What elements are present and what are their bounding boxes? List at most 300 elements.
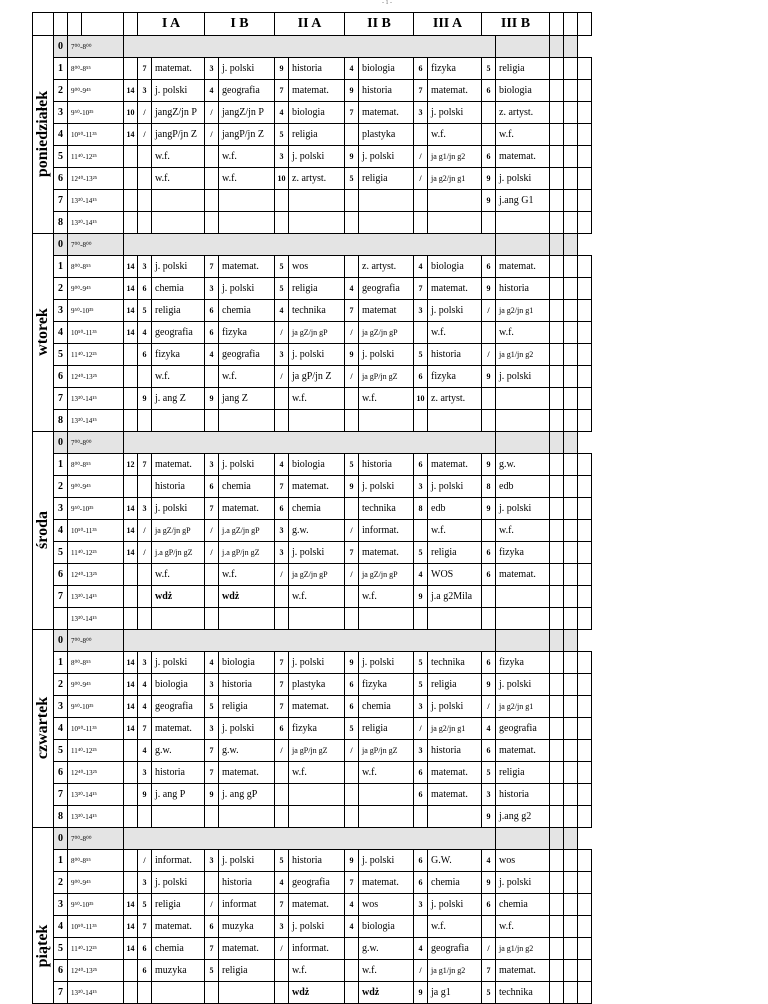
subject-cell: biologia — [289, 102, 345, 124]
subject-cell: matemat. — [219, 762, 275, 784]
header-row — [33, 13, 592, 36]
lesson-row — [33, 916, 592, 938]
subject-cell — [428, 608, 482, 630]
room-number: 6 — [138, 938, 152, 960]
room-number: 6 — [482, 542, 496, 564]
lesson-time: 12⁴⁰-13²⁵ — [68, 168, 124, 190]
room-number — [124, 960, 138, 982]
subject-cell: ja gZ/jn gP — [289, 322, 345, 344]
lesson-row — [33, 564, 592, 586]
subject-cell: ja gP/jn gZ — [359, 366, 414, 388]
day-name: czwartek — [34, 696, 51, 759]
lesson-number: 2 — [54, 476, 68, 498]
edge-cell — [550, 894, 564, 916]
room-number: / — [138, 520, 152, 542]
edge-cell — [578, 410, 592, 432]
lesson-number: 0 — [54, 828, 68, 850]
subject-cell: g.w. — [289, 520, 345, 542]
subject-cell: matemat. — [359, 542, 414, 564]
room-number — [138, 982, 152, 1004]
subject-cell: technika — [289, 300, 345, 322]
room-number — [138, 168, 152, 190]
subject-cell: biologia — [496, 80, 550, 102]
subject-cell: chemia — [152, 938, 205, 960]
room-number: 4 — [345, 916, 359, 938]
subject-cell: plastyka — [289, 674, 345, 696]
subject-cell: biologia — [289, 454, 345, 476]
lesson-row — [33, 652, 592, 674]
subject-cell: matemat. — [496, 256, 550, 278]
lesson-number: 0 — [54, 36, 68, 58]
room-number — [482, 586, 496, 608]
subject-cell: j. polski — [289, 344, 345, 366]
room-number — [482, 212, 496, 234]
lesson-number: 4 — [54, 124, 68, 146]
room-number: / — [138, 542, 152, 564]
subject-cell: j. polski — [428, 102, 482, 124]
subject-cell — [428, 190, 482, 212]
room-number: 9 — [275, 58, 289, 80]
room-number: / — [345, 366, 359, 388]
subject-cell: biologia — [428, 256, 482, 278]
lesson-number: 0 — [54, 234, 68, 256]
room-number — [345, 410, 359, 432]
subject-cell: matemat. — [428, 454, 482, 476]
edge-cell — [564, 982, 578, 1004]
lesson-row — [33, 476, 592, 498]
subject-cell: j. polski — [289, 916, 345, 938]
room-number: 9 — [345, 850, 359, 872]
room-number: 9 — [482, 806, 496, 828]
room-number: 9 — [482, 278, 496, 300]
lesson-number: 7 — [54, 388, 68, 410]
lesson-row — [33, 256, 592, 278]
edge-cell — [550, 36, 564, 58]
edge-cell — [578, 476, 592, 498]
lesson-number: 4 — [54, 718, 68, 740]
subject-cell — [359, 608, 414, 630]
lesson-row — [33, 344, 592, 366]
edge-cell — [564, 58, 578, 80]
subject-cell: matemat. — [496, 740, 550, 762]
day-name: piątek — [34, 924, 51, 968]
corner-cell — [33, 13, 54, 36]
room-number: / — [275, 322, 289, 344]
lesson-row — [33, 454, 592, 476]
room-number — [275, 784, 289, 806]
lesson-time: 13³⁰-14¹⁵ — [68, 410, 124, 432]
subject-cell: ja gP/jn gZ — [289, 740, 345, 762]
edge-cell — [550, 828, 564, 850]
room-number: 7 — [414, 278, 428, 300]
room-number — [414, 608, 428, 630]
lesson-row — [33, 190, 592, 212]
edge-cell — [564, 630, 578, 652]
lesson-number: 8 — [54, 806, 68, 828]
class-header: II A — [275, 13, 345, 36]
lesson-number: 3 — [54, 498, 68, 520]
lesson-time: 10⁵⁰-11³⁵ — [68, 718, 124, 740]
room-number: 6 — [205, 916, 219, 938]
subject-cell: religia — [152, 894, 205, 916]
room-number: 4 — [138, 322, 152, 344]
subject-cell: matemat. — [152, 916, 205, 938]
room-number: 6 — [414, 872, 428, 894]
day-label — [33, 234, 54, 432]
room-number — [275, 982, 289, 1004]
room-number: 14 — [124, 696, 138, 718]
lesson-row — [33, 740, 592, 762]
room-number: / — [275, 938, 289, 960]
edge-cell — [564, 234, 578, 256]
room-number — [482, 916, 496, 938]
room-number — [124, 608, 138, 630]
subject-cell: w.f. — [428, 520, 482, 542]
subject-cell: geografia — [152, 322, 205, 344]
edge-cell — [550, 432, 564, 454]
edge-cell — [578, 696, 592, 718]
room-number — [124, 58, 138, 80]
room-number: / — [205, 124, 219, 146]
room-number — [345, 212, 359, 234]
room-number: 3 — [138, 762, 152, 784]
edge-cell — [550, 498, 564, 520]
room-number: 4 — [138, 674, 152, 696]
room-number — [124, 190, 138, 212]
room-number — [138, 608, 152, 630]
room-number: 7 — [205, 256, 219, 278]
subject-cell — [219, 608, 275, 630]
lesson-row — [33, 784, 592, 806]
edge-cell — [578, 564, 592, 586]
subject-cell: wos — [496, 850, 550, 872]
edge-cell — [550, 58, 564, 80]
room-number: 3 — [205, 718, 219, 740]
lesson-number: 0 — [54, 432, 68, 454]
room-number: 6 — [414, 454, 428, 476]
room-number — [482, 322, 496, 344]
room-number — [124, 344, 138, 366]
room-number: 5 — [482, 762, 496, 784]
edge-cell — [578, 498, 592, 520]
subject-cell: j.a gZ/jn gP — [219, 520, 275, 542]
room-number: 3 — [275, 146, 289, 168]
room-number: 3 — [275, 916, 289, 938]
edge-cell — [578, 982, 592, 1004]
room-number: / — [482, 344, 496, 366]
room-number: 5 — [482, 982, 496, 1004]
room-number — [124, 872, 138, 894]
room-number: 9 — [205, 388, 219, 410]
lesson-time: 8⁰⁰-8⁵⁵ — [68, 652, 124, 674]
edge-cell — [578, 806, 592, 828]
subject-cell: g.w. — [152, 740, 205, 762]
subject-cell: w.f. — [359, 586, 414, 608]
edge-cell — [564, 388, 578, 410]
lesson-number: 2 — [54, 872, 68, 894]
edge-cell — [550, 564, 564, 586]
room-number: 3 — [482, 784, 496, 806]
class-header: II B — [345, 13, 414, 36]
room-number — [414, 916, 428, 938]
edge-cell — [550, 366, 564, 388]
room-number: 4 — [275, 872, 289, 894]
subject-cell: fizyka — [496, 652, 550, 674]
corner-cell — [68, 13, 82, 36]
subject-cell: w.f. — [289, 586, 345, 608]
subject-cell: edb — [428, 498, 482, 520]
edge-cell — [578, 894, 592, 916]
subject-cell: g.w. — [496, 454, 550, 476]
corner-cell — [54, 13, 68, 36]
edge-cell — [578, 322, 592, 344]
edge-cell — [564, 454, 578, 476]
subject-cell: w.f. — [152, 366, 205, 388]
subject-cell: z. artyst. — [359, 256, 414, 278]
subject-cell: wdż — [359, 982, 414, 1004]
edge-cell — [550, 190, 564, 212]
lesson-time: 9⁵⁰-10³⁵ — [68, 894, 124, 916]
lesson-number: 6 — [54, 168, 68, 190]
edge-cell — [564, 762, 578, 784]
room-number: 14 — [124, 300, 138, 322]
edge-cell — [578, 652, 592, 674]
edge-cell — [578, 542, 592, 564]
lesson-number: 3 — [54, 102, 68, 124]
subject-cell: biologia — [359, 916, 414, 938]
subject-cell: geografia — [289, 872, 345, 894]
room-number: 3 — [205, 58, 219, 80]
lesson-number: 3 — [54, 894, 68, 916]
lesson-row — [33, 102, 592, 124]
room-number — [124, 740, 138, 762]
edge-cell — [550, 630, 564, 652]
lesson-number: 6 — [54, 366, 68, 388]
room-number: 3 — [205, 850, 219, 872]
room-number — [275, 212, 289, 234]
subject-cell: w.f. — [359, 762, 414, 784]
lesson-time: 9⁵⁰-10³⁵ — [68, 498, 124, 520]
room-number — [275, 608, 289, 630]
edge-cell — [564, 190, 578, 212]
room-number: 9 — [138, 388, 152, 410]
room-number: 5 — [275, 124, 289, 146]
edge-cell — [564, 740, 578, 762]
lesson-number: 5 — [54, 344, 68, 366]
edge-cell — [564, 872, 578, 894]
edge-cell — [550, 762, 564, 784]
room-number — [124, 410, 138, 432]
subject-cell: historia — [152, 476, 205, 498]
room-number — [138, 806, 152, 828]
edge-cell — [578, 586, 592, 608]
room-number: 8 — [414, 498, 428, 520]
edge-cell — [564, 278, 578, 300]
day-label — [33, 630, 54, 828]
room-number: 7 — [345, 102, 359, 124]
edge-cell — [578, 146, 592, 168]
subject-cell: ja gP/jn gZ — [359, 740, 414, 762]
room-number: 5 — [482, 58, 496, 80]
lesson-time: 8⁰⁰-8⁵⁵ — [68, 256, 124, 278]
edge-cell — [550, 938, 564, 960]
subject-cell: w.f. — [359, 960, 414, 982]
lesson-time: 7⁰⁰-8⁰⁰ — [68, 828, 124, 850]
subject-cell: biologia — [359, 58, 414, 80]
room-number: 7 — [138, 718, 152, 740]
edge-cell — [550, 850, 564, 872]
room-number: 12 — [124, 454, 138, 476]
room-number: / — [275, 740, 289, 762]
room-number: 5 — [414, 652, 428, 674]
room-number — [124, 784, 138, 806]
lesson-time: 12⁴⁰-13²⁵ — [68, 564, 124, 586]
room-number — [138, 146, 152, 168]
room-number: 14 — [124, 322, 138, 344]
room-number — [414, 520, 428, 542]
room-number — [345, 762, 359, 784]
subject-cell: j. polski — [359, 146, 414, 168]
room-number: 4 — [275, 102, 289, 124]
room-number: 6 — [482, 256, 496, 278]
lesson-time: 7⁰⁰-8⁰⁰ — [68, 36, 124, 58]
lesson-time: 12⁴⁰-13²⁵ — [68, 960, 124, 982]
room-number — [482, 608, 496, 630]
subject-cell: matemat. — [359, 872, 414, 894]
subject-cell: ja gP/jn Z — [289, 366, 345, 388]
lesson-row — [33, 520, 592, 542]
subject-cell: muzyka — [152, 960, 205, 982]
room-number: 3 — [205, 454, 219, 476]
subject-cell — [428, 212, 482, 234]
room-number: 14 — [124, 938, 138, 960]
subject-cell — [496, 586, 550, 608]
room-number — [138, 190, 152, 212]
subject-cell: j. polski — [496, 366, 550, 388]
edge-cell — [578, 850, 592, 872]
lesson-time: 13³⁰-14¹⁵ — [68, 212, 124, 234]
edge-cell — [550, 146, 564, 168]
subject-cell: w.f. — [496, 322, 550, 344]
subject-cell: fizyka — [289, 718, 345, 740]
subject-cell: ja g2/jn g1 — [428, 718, 482, 740]
subject-cell: chemia — [219, 476, 275, 498]
subject-cell — [152, 190, 205, 212]
edge-cell — [550, 80, 564, 102]
lesson-number: 7 — [54, 586, 68, 608]
edge-cell — [564, 124, 578, 146]
lesson-row — [33, 960, 592, 982]
room-number — [124, 806, 138, 828]
room-number: / — [414, 146, 428, 168]
day-label — [33, 36, 54, 234]
subject-cell: j. ang gP — [219, 784, 275, 806]
room-number — [138, 586, 152, 608]
edge-cell — [564, 498, 578, 520]
subject-cell: G.W. — [428, 850, 482, 872]
subject-cell — [152, 982, 205, 1004]
room-number: 6 — [414, 58, 428, 80]
subject-cell — [289, 212, 345, 234]
subject-cell — [496, 388, 550, 410]
subject-cell: wdż — [219, 586, 275, 608]
subject-cell: ja gZ/jn gP — [359, 564, 414, 586]
lesson-row — [33, 872, 592, 894]
edge-cell — [564, 80, 578, 102]
subject-cell: w.f. — [428, 322, 482, 344]
room-number: 4 — [414, 564, 428, 586]
room-number — [345, 982, 359, 1004]
room-number — [124, 586, 138, 608]
edge-cell — [578, 740, 592, 762]
subject-cell — [152, 806, 205, 828]
room-number: 10 — [414, 388, 428, 410]
lesson-number: 7 — [54, 784, 68, 806]
room-number: 6 — [205, 300, 219, 322]
room-number: 10 — [275, 168, 289, 190]
room-number: / — [138, 124, 152, 146]
room-number: 3 — [414, 300, 428, 322]
edge-cell — [550, 872, 564, 894]
edge-cell — [578, 388, 592, 410]
lesson-row — [33, 718, 592, 740]
edge-cell — [578, 13, 592, 36]
subject-cell: w.f. — [428, 124, 482, 146]
room-number: 9 — [414, 586, 428, 608]
room-number: 9 — [345, 80, 359, 102]
lesson-row — [33, 894, 592, 916]
edge-cell — [564, 212, 578, 234]
room-number — [124, 476, 138, 498]
lesson-row-zero — [33, 36, 592, 58]
lesson-number: 5 — [54, 740, 68, 762]
room-number: 3 — [138, 256, 152, 278]
edge-cell — [550, 542, 564, 564]
room-number: 7 — [205, 498, 219, 520]
lesson-time: 13³⁰-14¹⁵ — [68, 982, 124, 1004]
lesson-row — [33, 212, 592, 234]
lesson-time: 7⁰⁰-8⁰⁰ — [68, 234, 124, 256]
edge-cell — [564, 564, 578, 586]
subject-cell: jangZ/jn P — [219, 102, 275, 124]
corner-cell — [124, 13, 138, 36]
subject-cell: wdż — [152, 586, 205, 608]
room-number: 9 — [482, 190, 496, 212]
edge-cell — [578, 872, 592, 894]
room-number — [482, 388, 496, 410]
edge-cell — [578, 366, 592, 388]
lesson-time: 10⁵⁰-11³⁵ — [68, 124, 124, 146]
subject-cell: w.f. — [289, 960, 345, 982]
subject-cell: j. polski — [219, 850, 275, 872]
subject-cell: chemia — [428, 872, 482, 894]
subject-cell: j. ang P — [152, 784, 205, 806]
room-number: 14 — [124, 520, 138, 542]
room-number: 9 — [482, 674, 496, 696]
room-number: / — [205, 102, 219, 124]
subject-cell: matemat. — [428, 278, 482, 300]
lesson-time: 10⁵⁰-11³⁵ — [68, 916, 124, 938]
empty-slot — [124, 828, 496, 850]
subject-cell: historia — [219, 674, 275, 696]
room-number — [345, 938, 359, 960]
lesson-row — [33, 696, 592, 718]
room-number: 6 — [138, 960, 152, 982]
room-number: 14 — [124, 652, 138, 674]
lesson-number: 4 — [54, 916, 68, 938]
subject-cell — [496, 212, 550, 234]
room-number: 5 — [138, 300, 152, 322]
